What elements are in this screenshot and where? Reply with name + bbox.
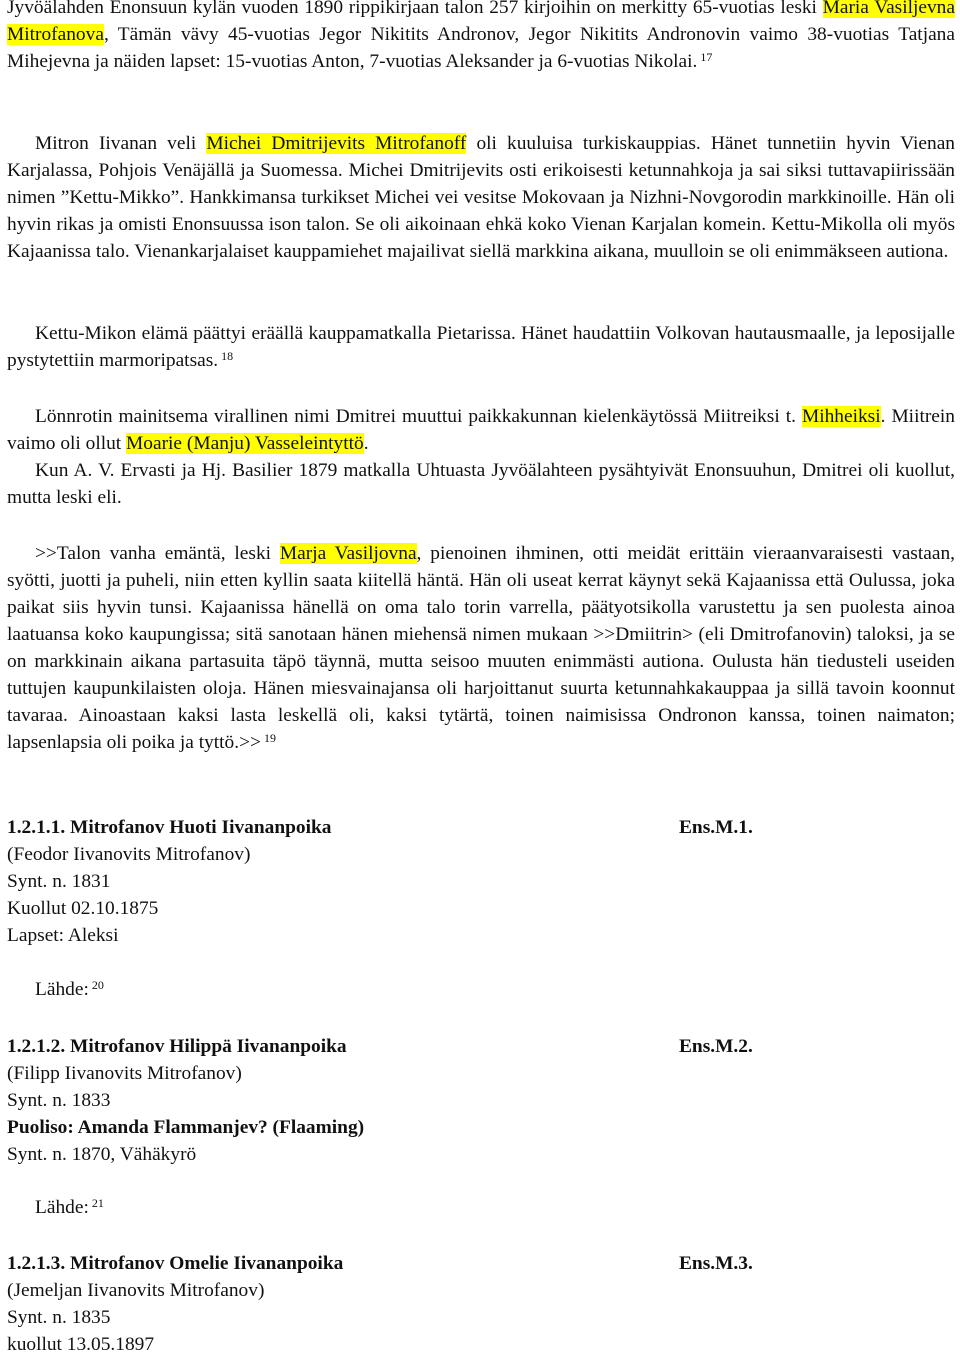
paragraph-rippikirja xyxy=(7,0,955,77)
entry-heading: 1.2.1.2. Mitrofanov Hilippä Iivananpoika xyxy=(7,1036,347,1057)
entry-code: Ens.M.3. xyxy=(679,1253,753,1274)
entry-heading: 1.2.1.3. Mitrofanov Omelie Iivananpoika xyxy=(7,1253,344,1274)
paragraph-text: >>Talon vanha emäntä, leski xyxy=(35,543,280,564)
entry-line: Kuollut 02.10.1875 xyxy=(7,898,159,919)
entry-spouse: Puoliso: Amanda Flammanjev? (Flaaming) xyxy=(7,1117,365,1138)
entry-line: (Jemeljan Iivanovits Mitrofanov) xyxy=(7,1280,265,1301)
entry-line: Synt. n. 1831 xyxy=(7,871,111,892)
paragraph-text: Kettu-Mikon elämä päättyi eräällä kauppamatkalla Pietarissa. Hänet haudattiin Volkovan hautausmaalle, ja leposijalle pystytettiin marmoripatsas. xyxy=(7,323,955,371)
paragraph-text: oli kuuluisa turkiskauppias. Hänet tunnetiin hyvin Vienan Karjalassa, Pohjois Venäjällä ja Suomessa. Michei Dmitrijevits osti erikoisesti ketunnahkoja ja sai siksi tuttavapiirissään nimen ”Kettu-Mikko”. Hankkimansa turkikset Michei vei vesitse Mokovaan ja Nizhni-Novgorodin markkinoille. Hän oli hyvin rikas ja omisti Enonsuussa ison talon. Se oli aikoinaan ehkä koko Vienan Karjalan komein. Kettu-Mikolla oli myös Kajaanissa talo. Vienankarjalaiset kauppamiehet majailivat siellä markkina aikana, muulloin se oli enimmäkseen autiona. xyxy=(7,133,955,262)
entry-code: Ens.M.1. xyxy=(679,817,753,838)
paragraph-text: Jyvöälahden Enonsuun kylän vuoden 1890 rippikirjaan talon 257 kirjoihin on merkitty 65-vuotias leski xyxy=(7,0,823,18)
entry-line: Synt. n. 1833 xyxy=(7,1090,111,1111)
footnote-ref: 20 xyxy=(91,978,104,992)
highlighted-name: Marja Vasiljovna xyxy=(279,543,417,564)
paragraph-text: , pienoinen ihminen, otti meidät erittäin vieraanvaraisesti vastaan, syötti, juotti ja puheli, niin etten kyllin saata kiitellä häntä. Hän oli useat kerrat käynyt sekä Kajaanissa että Oulussa, joka paikat siis hyvin tunsi. Kajaanissa hänellä on oma talo torin varrella, päätyotsikolla varustettu ja sen puolesta ainoa laatuansa koko kaupungissa; sitä sanotaan hänen miehensä nimen mukaan >>Dmiitrin> (eli Dmitrofanovin) taloksi, ja se on markkinain aikana partasuita täpö täynnä, mutta seisoo muuten enimmästi autiona. Oulusta hän tiedusteli useiden tuttujen kaupunkilaisten oloja. Hänen miesvainajansa oli harjoittanut suurta ketunnahkakauppaa ja sillä tavoin koonnut tavaraa. Ainoastaan kaksi lasta leskellä oli, kaksi tytärtä, toinen naimisissa Ondronon kanssa, toinen naimaton; lapsenlapsia oli poika ja tyttö.>> xyxy=(7,543,955,753)
highlighted-name: Moarie (Manju) Vasseleintyttö xyxy=(126,433,364,454)
paragraph-text: . xyxy=(363,433,369,454)
entry-line: Lapset: Aleksi xyxy=(7,925,119,946)
entry-line: kuollut 13.05.1897 xyxy=(7,1334,155,1355)
paragraph-kettu-mikko xyxy=(7,130,955,265)
entry-heading: 1.2.1.1. Mitrofanov Huoti Iivananpoika xyxy=(7,817,332,838)
entry-heading-row xyxy=(7,814,907,841)
footnote-ref: 18 xyxy=(221,349,234,363)
entry-line: (Feodor Iivanovits Mitrofanov) xyxy=(7,844,251,865)
entry-line: Synt. n. 1835 xyxy=(7,1307,111,1328)
paragraph-ervasti xyxy=(7,457,955,511)
genealogy-entry xyxy=(7,1250,907,1358)
entry-source xyxy=(35,976,104,1005)
paragraph-lonnrot xyxy=(7,403,955,457)
source-label: Lähde: xyxy=(35,979,89,1000)
footnote-ref: 17 xyxy=(700,50,713,64)
entry-heading-row xyxy=(7,1250,907,1277)
paragraph-text: , Tämän vävy 45-vuotias Jegor Nikitits Andronov, Jegor Nikitits Andronovin vaimo 38-vuotias Tatjana Mihejevna ja näiden lapset: 15-vuotias Anton, 7-vuotias Aleksander ja 6-vuotias Nikolai. xyxy=(7,24,955,72)
paragraph-text: Mitron Iivanan veli xyxy=(35,133,207,154)
paragraph-quote xyxy=(7,540,955,758)
footnote-ref: 19 xyxy=(263,731,276,745)
genealogy-entry xyxy=(7,814,907,949)
entry-line: Synt. n. 1870, Vähäkyrö xyxy=(7,1144,197,1165)
highlighted-name: Maria Vasiljevna Mitrofanova xyxy=(7,0,955,45)
source-label: Lähde: xyxy=(35,1197,89,1218)
genealogy-entry xyxy=(7,1033,907,1168)
entry-line: (Filipp Iivanovits Mitrofanov) xyxy=(7,1063,242,1084)
paragraph-text: Kun A. V. Ervasti ja Hj. Basilier 1879 matkalla Uhtuasta Jyvöälahteen pysähtyivät Enonsuuhun, Dmitrei oli kuollut, mutta leski eli. xyxy=(7,460,955,508)
highlighted-name: Mihheiksi xyxy=(801,406,881,427)
paragraph-text: Lönnrotin mainitsema virallinen nimi Dmitrei muuttui paikkakunnan kielenkäytössä Miitreiksi t. xyxy=(35,406,802,427)
entry-code: Ens.M.2. xyxy=(679,1036,753,1057)
highlighted-name: Michei Dmitrijevits Mitrofanoff xyxy=(206,133,467,154)
paragraph-text: . Miitrein vaimo oli ollut xyxy=(7,406,955,454)
paragraph-death xyxy=(7,320,955,376)
entry-source xyxy=(35,1194,104,1223)
entry-heading-row xyxy=(7,1033,907,1060)
footnote-ref: 21 xyxy=(91,1196,104,1210)
